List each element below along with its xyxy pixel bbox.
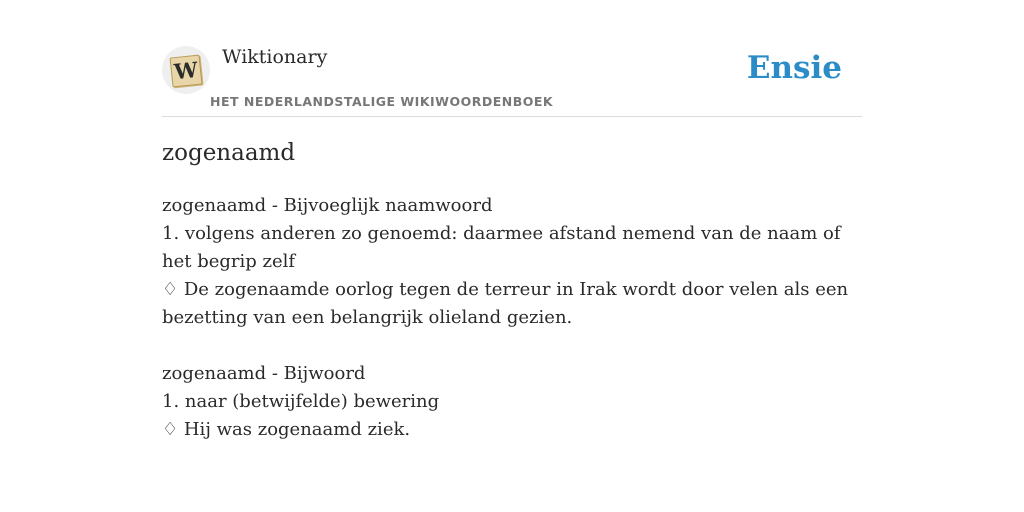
site-name[interactable]: Wiktionary bbox=[222, 46, 328, 68]
wiktionary-logo[interactable] bbox=[162, 46, 210, 94]
entry-definition: 1. naar (betwijfelde) bewering bbox=[162, 391, 440, 412]
page-title: zogenaamd bbox=[162, 140, 296, 166]
entry-example: ♢ De zogenaamde oorlog tegen de terreur in Irak wordt door velen als een bezetting van een belangrijk olieland gezien. bbox=[162, 279, 849, 328]
entry-content bbox=[162, 192, 862, 472]
site-header bbox=[162, 0, 862, 117]
ensie-brand-link[interactable]: Ensie bbox=[746, 50, 842, 86]
entry-definition: 1. volgens anderen zo genoemd: daarmee afstand nemend van de naam of het begrip zelf bbox=[162, 223, 841, 272]
wiktionary-tile-icon: W bbox=[170, 55, 203, 88]
entry-adjective bbox=[162, 192, 862, 332]
page-card bbox=[162, 0, 862, 440]
entry-example: ♢ Hij was zogenaamd ziek. bbox=[162, 419, 411, 440]
entry-heading: zogenaamd - Bijwoord bbox=[162, 363, 366, 384]
site-tagline: HET NEDERLANDSTALIGE WIKIWOORDENBOEK bbox=[210, 94, 554, 109]
entry-heading: zogenaamd - Bijvoeglijk naamwoord bbox=[162, 195, 493, 216]
entry-adverb bbox=[162, 360, 862, 444]
